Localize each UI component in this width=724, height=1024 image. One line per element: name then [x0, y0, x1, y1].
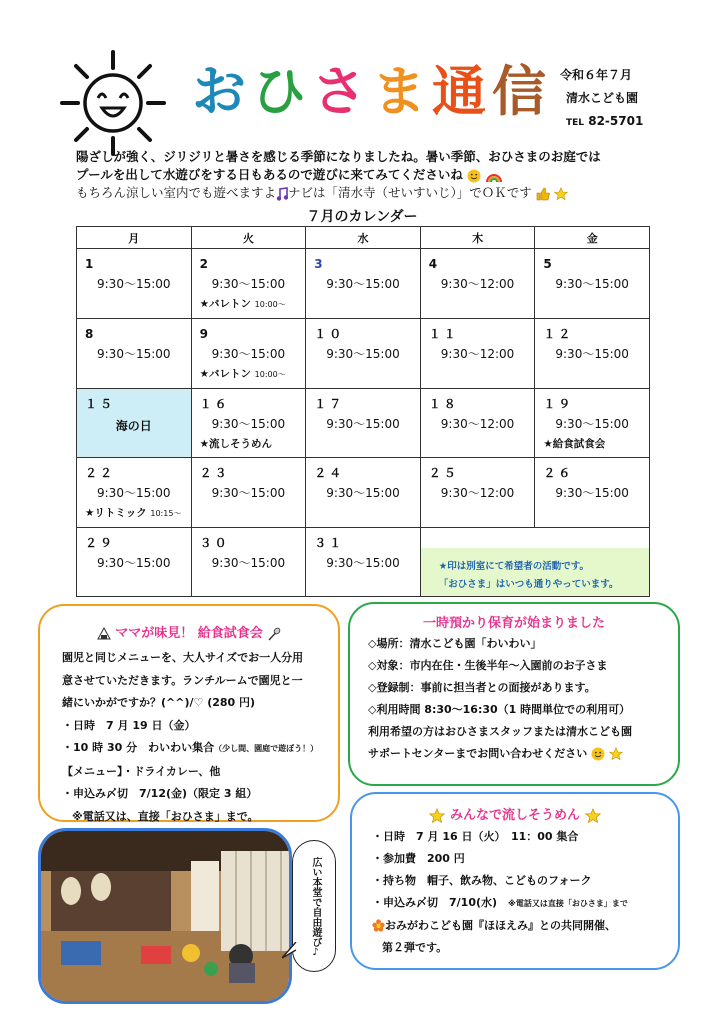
temporary-care-section [348, 602, 680, 786]
calendar-day-cell [306, 319, 421, 389]
open-hours: 9:30〜15:00 [97, 277, 171, 291]
open-hours: 9:30〜15:00 [211, 277, 286, 291]
open-hours: 9:30〜15:00 [97, 486, 171, 500]
open-hours: 9:30〜15:00 [555, 486, 629, 500]
day-number: １２ [543, 327, 574, 341]
music-note-icon [276, 187, 288, 201]
day-number: ２３ [199, 466, 230, 480]
day-number: 3 [314, 257, 326, 271]
calendar-day-cell [306, 458, 421, 528]
calendar-day-cell [191, 458, 306, 528]
day-number: ２２ [85, 466, 116, 480]
title-char: 信 [492, 60, 552, 123]
open-hours: 9:30〜15:00 [97, 347, 171, 361]
org-name: 清水こども園 [566, 91, 639, 105]
open-hours: 9:30〜15:00 [326, 277, 400, 291]
day-number: １９ [543, 397, 574, 411]
weekday-header: 火 [191, 227, 306, 249]
calendar-day-cell [191, 389, 306, 458]
day-number: ２６ [543, 466, 574, 480]
smile-icon [591, 747, 605, 761]
open-hours: 9:30〜15:00 [326, 417, 400, 431]
photo-caption-bubble [292, 840, 336, 972]
open-hours: 9:30〜15:00 [211, 486, 286, 500]
header-info [560, 64, 643, 135]
calendar-day-cell [420, 249, 535, 319]
calendar-day-cell [420, 458, 535, 528]
day-number: ３０ [199, 536, 230, 550]
star-icon [585, 808, 601, 824]
calendar-day-cell [77, 319, 192, 389]
issue-date: 令和６年７月 [560, 68, 633, 82]
open-hours: 9:30〜15:00 [211, 556, 286, 570]
day-number: 8 [85, 327, 97, 341]
day-number: ２５ [428, 466, 459, 480]
open-hours: 9:30〜15:00 [555, 417, 629, 431]
tel-prefix: TEL [566, 118, 585, 128]
photo-caption: 広い本堂で自由遊び♪ [310, 856, 321, 958]
soumen-details: ・日時 7 月 16 日（火） 11：00 集合 ・参加費 200 円 ・持ち物 帽子、飲み物、こどものフォーク ・申込み〆切 7/10(水) ※電話又は直接「おひさま」まで おみがわこども園『ほほえみ』との共同開催、 第２弾です。 [372, 829, 628, 954]
title-char: お [192, 60, 252, 123]
title-char: さ [312, 60, 372, 123]
calendar-day-cell [191, 528, 306, 597]
rainbow-icon [486, 169, 502, 183]
calendar-day-cell [535, 319, 650, 389]
calendar-table [76, 226, 650, 597]
event-label: ★流しそうめん [199, 438, 273, 450]
intro-line-1: 陽ざしが強く、ジリジリと暑さを感じる季節になりましたね。暑い季節、おひさまのお庭では [76, 149, 601, 164]
open-hours: 9:30〜12:00 [440, 417, 515, 431]
open-hours: 9:30〜12:00 [440, 347, 515, 361]
day-number: １０ [314, 327, 345, 341]
calendar-day-cell [77, 389, 192, 458]
day-number: 5 [543, 257, 555, 271]
calendar-week-row [77, 528, 650, 597]
calendar-week-row [77, 458, 650, 528]
event-label: ★給食試食会 [543, 438, 606, 450]
calendar-week-row [77, 389, 650, 458]
lunch-tasting-section [38, 604, 340, 822]
open-hours: 9:30〜15:00 [326, 556, 400, 570]
calendar-week-row [77, 319, 650, 389]
tel-number: 82-5701 [588, 114, 644, 128]
calendar-title: ７月のカレンダー [306, 209, 418, 225]
open-hours: 9:30〜15:00 [326, 347, 400, 361]
day-number: 4 [428, 257, 441, 271]
bubble-tail [282, 942, 298, 960]
day-number: ２４ [314, 466, 345, 480]
day-number: 9 [199, 327, 211, 341]
day-number: ２９ [85, 536, 116, 550]
day-number: １５ [85, 397, 116, 411]
calendar-day-cell [535, 458, 650, 528]
soumen-title: みんなで流しそうめん [352, 804, 678, 824]
intro-line-3: もちろん涼しい室内でも遊べますよ ナビは「清水寺（せいすいじ）」でＯＫです [76, 184, 676, 202]
calendar-day-cell [535, 389, 650, 458]
weekday-header: 金 [535, 227, 650, 249]
title-char: ま [372, 60, 432, 123]
calendar-day-cell [306, 528, 421, 597]
calendar-week-row [77, 249, 650, 319]
day-number: １６ [199, 397, 230, 411]
day-number: １１ [428, 327, 459, 341]
intro-line-2: プールを出して水遊びをする日もあるので遊びに来てみてくださいね [76, 166, 676, 184]
open-hours: 9:30〜12:00 [440, 277, 515, 291]
open-hours: 9:30〜12:00 [440, 486, 515, 500]
open-hours: 9:30〜15:00 [211, 347, 286, 361]
day-number: １７ [314, 397, 345, 411]
photo-illustration [41, 831, 292, 1004]
day-number: 2 [199, 257, 211, 271]
calendar-day-cell [306, 389, 421, 458]
open-hours: 9:30〜15:00 [555, 277, 629, 291]
calendar-note-cell [420, 528, 649, 597]
event-time: 10:00〜 [254, 370, 286, 379]
star-icon [609, 747, 623, 761]
calendar-day-cell [420, 389, 535, 458]
smile-icon [467, 169, 481, 183]
day-number: １８ [428, 397, 459, 411]
star-icon [554, 187, 568, 201]
lunch-details: 園児と同じメニューを、大人サイズでお一人分用 意させていただきます。ランチルームで園児と一 緒にいかがですか？(^^)/♡ (280 円) ・日時 7 月 19 日（金） ・10 時 30 分 わいわい集合（少し間、園庭で遊ぼう！） 【メニュー】・ドライカレー、他 ・申込み〆切 7/12(金)（限定 3 組） ※電話又は、直接「おひさま」まで。 [62, 651, 319, 823]
newsletter-title [192, 52, 552, 132]
weekday-header: 水 [306, 227, 421, 249]
open-hours: 9:30〜15:00 [555, 347, 629, 361]
sun-illustration [58, 48, 168, 158]
thumbs-up-icon [536, 187, 550, 201]
title-char: ひ [252, 60, 312, 123]
event-time: 10:00〜 [254, 300, 286, 309]
rice-ball-icon [97, 627, 111, 641]
calendar-day-cell [77, 458, 192, 528]
temple-hall-photo [38, 828, 292, 1004]
calendar-day-cell [191, 249, 306, 319]
event-time: 10:15〜 [150, 509, 182, 518]
weekday-header: 月 [77, 227, 192, 249]
open-hours: 9:30〜15:00 [326, 486, 400, 500]
calendar-day-cell [535, 249, 650, 319]
event-label: ★バレトン 10:00〜 [199, 368, 286, 380]
tel [560, 110, 643, 135]
flower-icon [372, 919, 385, 932]
weekday-header: 木 [420, 227, 535, 249]
calendar-day-cell [191, 319, 306, 389]
calendar-day-cell [77, 249, 192, 319]
open-hours: 9:30〜15:00 [97, 556, 171, 570]
star-icon [429, 808, 445, 824]
temp-care-details: ◇場所：清水こども園「わいわい」 ◇対象：市内在住・生後半年〜入園前のお子さま ◇登録制：事前に担当者との面接があります。 ◇利用時間 8:30〜16:30（1 時間単位での利用可） 利用希望の方はおひさまスタッフまたは清水こども園 サポートセンターまでお問い合わせください [368, 637, 632, 760]
lunch-title: ママが味見！ 給食試食会 [40, 622, 338, 641]
open-hours: 9:30〜15:00 [211, 417, 286, 431]
event-label: ★リトミック 10:15〜 [85, 507, 182, 519]
event-label: ★バレトン 10:00〜 [199, 298, 286, 310]
calendar-day-cell [306, 249, 421, 319]
title-char: 通 [432, 60, 492, 123]
day-number: 1 [85, 257, 97, 271]
day-number: ３１ [314, 536, 345, 550]
temp-care-title: 一時預かり保育が始まりました [422, 616, 605, 631]
calendar-note: ★印は別室にて希望者の活動です。 「おひさま」はいつも通りやっています。 [421, 548, 649, 596]
intro-text [76, 148, 676, 202]
calendar-day-cell [77, 528, 192, 597]
calendar-day-cell [420, 319, 535, 389]
soumen-event-section [350, 792, 680, 970]
holiday-name: 海の日 [115, 419, 152, 433]
spoon-icon [267, 627, 281, 641]
